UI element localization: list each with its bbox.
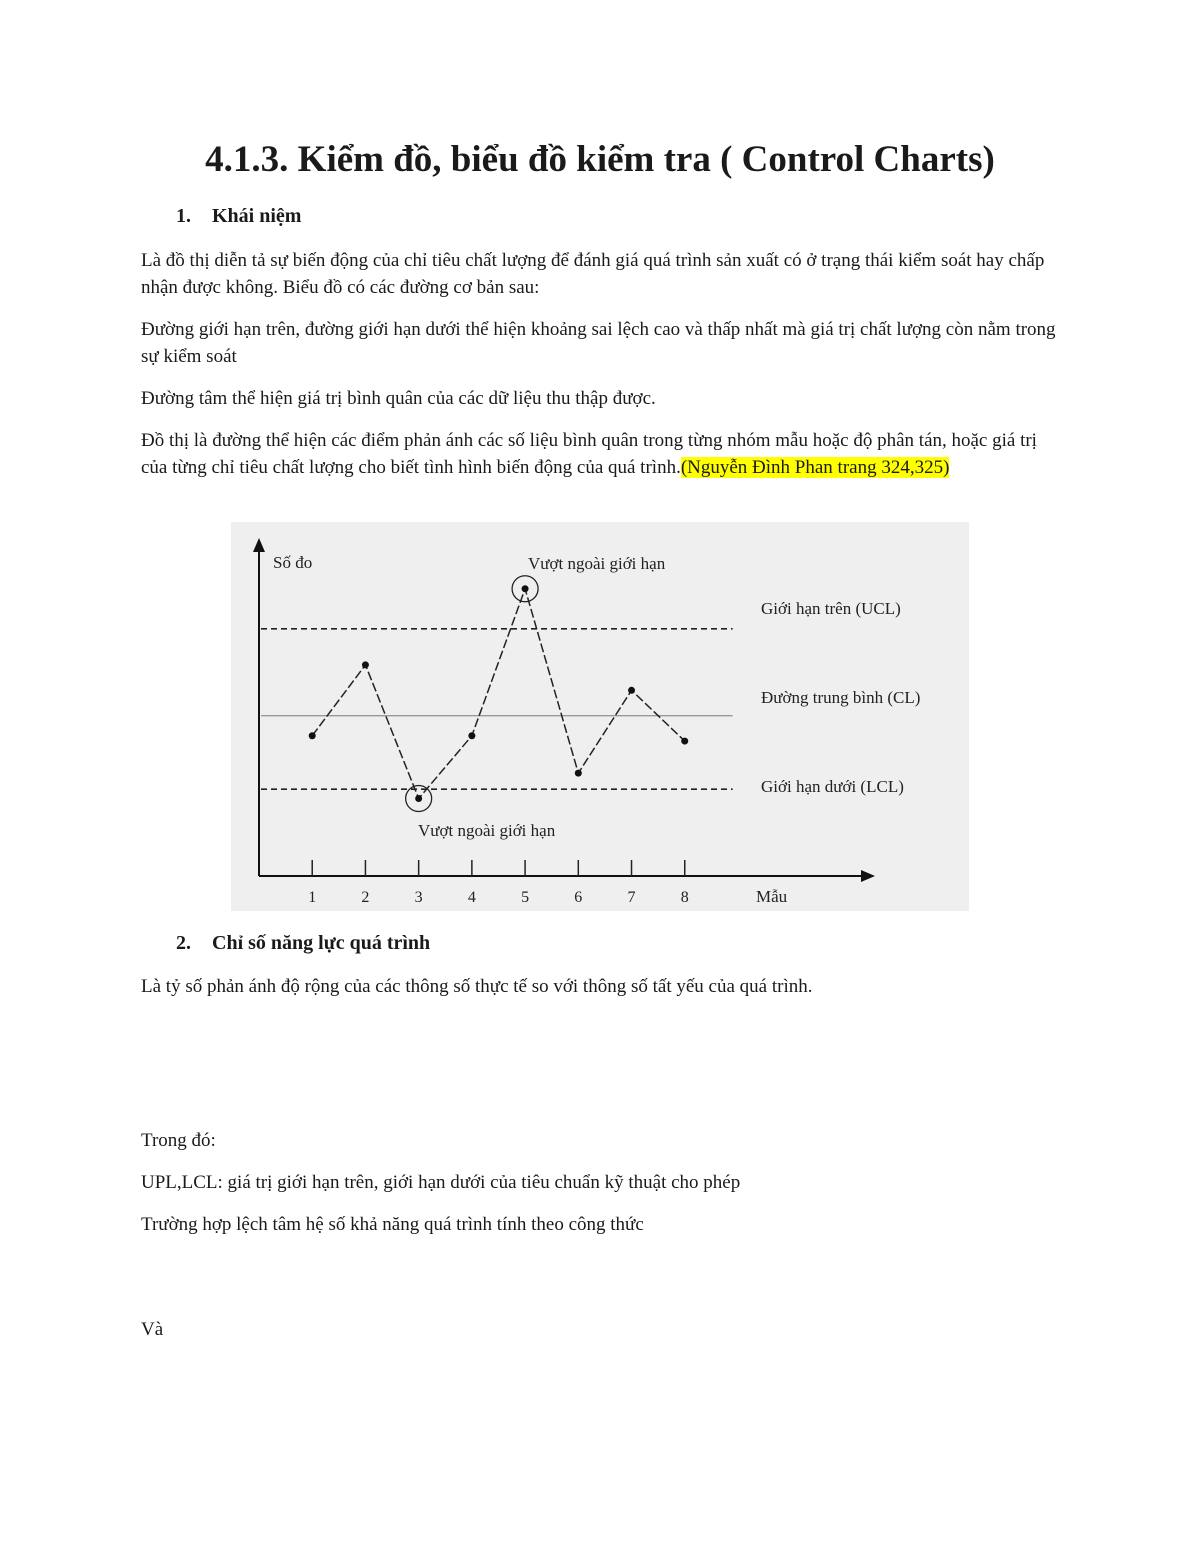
data-point bbox=[628, 687, 635, 694]
section-title: Khái niệm bbox=[212, 205, 302, 227]
chart-axes bbox=[253, 538, 875, 882]
paragraph: UPL,LCL: giá trị giới hạn trên, giới hạn dưới của tiêu chuẩn kỹ thuật cho phép bbox=[141, 1172, 741, 1193]
x-tick-label: 8 bbox=[680, 889, 689, 906]
data-point bbox=[415, 795, 422, 802]
section-number: 2. bbox=[176, 932, 191, 954]
x-tick-label: 5 bbox=[521, 889, 530, 906]
paragraph: Đường giới hạn trên, đường giới hạn dưới thể hiện khoảng sai lệch cao và thấp nhất mà giá trị chất lượng còn nằm trong sự kiểm soát bbox=[141, 319, 1056, 367]
data-point bbox=[575, 770, 582, 777]
x-tick-label: 2 bbox=[361, 889, 370, 906]
lcl-label: Giới hạn dưới (LCL) bbox=[761, 777, 904, 796]
y-axis-arrow bbox=[253, 538, 265, 552]
paragraph: Là tỷ số phản ánh độ rộng của các thông số thực tế so với thông số tất yếu của quá trình. bbox=[141, 976, 813, 997]
x-tick-label: 7 bbox=[627, 889, 636, 906]
data-point bbox=[468, 732, 475, 739]
paragraph: Là đồ thị diễn tả sự biến động của chỉ tiêu chất lượng để đánh giá quá trình sản xuất có ở trạng thái kiểm soát hay chấp nhận được không. Biểu đồ có các đường cơ bản sau: bbox=[141, 250, 1045, 298]
control-chart bbox=[231, 522, 969, 911]
paragraph: Trong đó: bbox=[141, 1130, 216, 1151]
x-tick-label: 1 bbox=[308, 889, 317, 906]
data-point bbox=[522, 585, 529, 592]
section-title: Chỉ số năng lực quá trình bbox=[212, 932, 431, 954]
x-tick-label: 3 bbox=[414, 889, 423, 906]
control-chart-figure bbox=[231, 522, 969, 911]
data-series bbox=[309, 576, 689, 812]
citation-highlight: (Nguyễn Đình Phan trang 324,325) bbox=[680, 457, 950, 478]
data-point bbox=[362, 661, 369, 668]
annotation-below-limit: Vượt ngoài giới hạn bbox=[418, 821, 556, 840]
data-point bbox=[681, 738, 688, 745]
x-ticks bbox=[308, 860, 689, 906]
paragraph: Và bbox=[141, 1319, 164, 1340]
control-limit-lines bbox=[261, 629, 733, 789]
paragraph: Trường hợp lệch tâm hệ số khả năng quá trình tính theo công thức bbox=[141, 1214, 644, 1235]
ucl-label: Giới hạn trên (UCL) bbox=[761, 599, 901, 618]
paragraph-text: Đồ thị là đường thể hiện các điểm phản ánh các số liệu bình quân trong từng nhóm mẫu hoặc độ phân tán, hoặc giá trị của từng chỉ tiêu chất lượng cho biết tình hình biến động của quá trình. bbox=[141, 430, 1037, 478]
paragraph-with-citation bbox=[141, 427, 1061, 481]
x-axis-label: Mẫu bbox=[756, 887, 788, 906]
paragraph: Đường tâm thể hiện giá trị bình quân của các dữ liệu thu thập được. bbox=[141, 388, 656, 409]
data-point bbox=[309, 732, 316, 739]
x-axis-arrow bbox=[861, 870, 875, 882]
section-number: 1. bbox=[176, 205, 191, 227]
cl-label: Đường trung bình (CL) bbox=[761, 688, 921, 707]
x-tick-label: 6 bbox=[574, 889, 583, 906]
annotation-above-limit: Vượt ngoài giới hạn bbox=[528, 554, 666, 573]
x-tick-label: 4 bbox=[467, 889, 476, 906]
series-line bbox=[312, 589, 685, 799]
y-axis-label: Số đo bbox=[273, 553, 313, 572]
page-title: 4.1.3. Kiểm đồ, biểu đồ kiểm tra ( Control Charts) bbox=[205, 139, 995, 180]
